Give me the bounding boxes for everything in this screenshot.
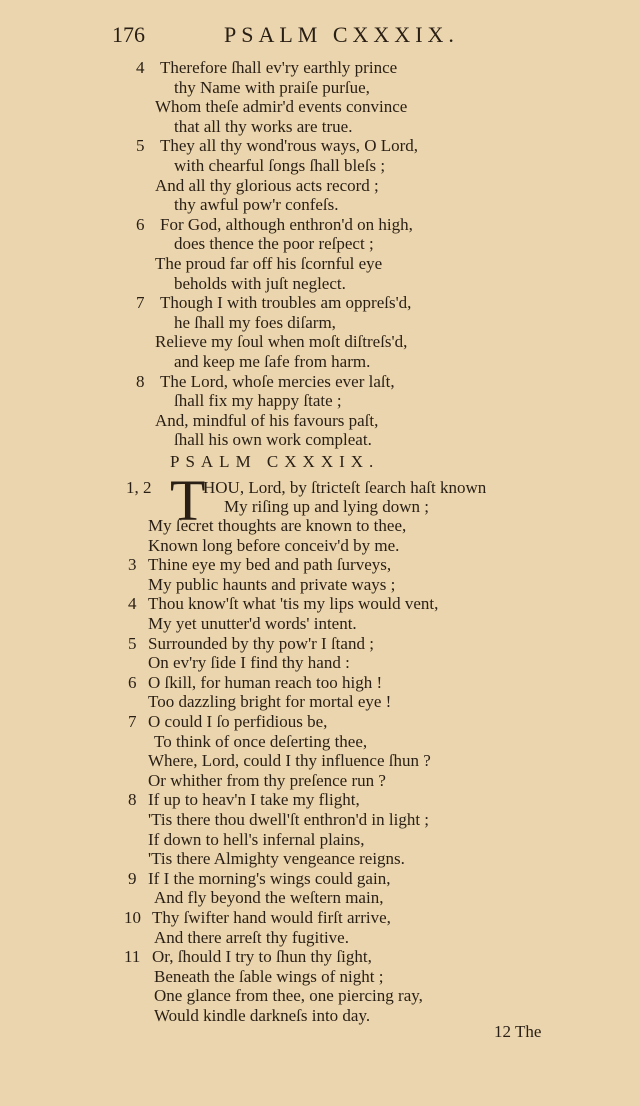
stanza-line: The proud far off his ſcornful eye — [155, 254, 383, 273]
verse-line: Known long before conceiv'd by me. — [148, 535, 400, 555]
verse-line: HOU, Lord, by ſtricteſt ſearch haſt known — [203, 478, 487, 497]
stanza-line: and keep me ſafe from harm. — [174, 352, 371, 371]
verse-line: Too dazzling bright for mortal eye ! — [148, 692, 392, 712]
verse-line: O ſkill, for human reach too high ! — [148, 672, 383, 692]
stanza-line: ſhall his own work compleat. — [174, 430, 372, 450]
stanza-line: thy Name with praiſe purſue, — [174, 77, 370, 97]
stanza-line: Therefore ſhall ev'ry earthly prince — [160, 58, 398, 77]
page-header — [112, 20, 482, 50]
verse-line: My public haunts and private ways ; — [148, 574, 396, 594]
psalm-heading: PSALM CXXXIX. — [170, 452, 380, 471]
verse-line: One glance from thee, one piercing ray, — [154, 986, 423, 1006]
verse-line: If I the morning's wings could gain, — [148, 868, 391, 888]
verse-number: 9 — [128, 868, 137, 888]
stanza-number: 8 — [136, 371, 145, 391]
verse-line: My ſecret thoughts are known to thee, — [148, 516, 407, 535]
stanza-line: And, mindful of his favours paſt, — [155, 410, 379, 430]
verse-line: Or, ſhould I try to ſhun thy ſight, — [152, 947, 372, 967]
verse-line: Or whither from thy preſence run ? — [148, 770, 386, 790]
verse-line: If up to heav'n I take my flight, — [148, 790, 360, 810]
stanza-line: with chearful ſongs ſhall bleſs ; — [174, 156, 386, 175]
stanza-line: he ſhall my foes diſarm, — [174, 312, 336, 332]
catchword: 12 The — [494, 1022, 542, 1041]
stanza-number: 7 — [136, 293, 145, 313]
verse-line: O could I ſo perfidious be, — [148, 712, 328, 731]
verse-number: 4 — [128, 594, 137, 614]
verse-line: Where, Lord, could I thy influence ſhun ? — [148, 751, 431, 771]
verse-line: And fly beyond the weſtern main, — [154, 888, 384, 908]
stanza-line: ſhall fix my happy ſtate ; — [174, 391, 342, 411]
verse-number: 10 — [124, 908, 141, 927]
verse-number: 5 — [128, 633, 137, 653]
verse-line: Thou know'ſt what 'tis my lips would vent, — [148, 594, 439, 614]
stanza-line: Relieve my ſoul when moſt diſtreſs'd, — [155, 332, 408, 352]
verse-line: On ev'ry ſide I find thy hand : — [148, 653, 350, 673]
verse-line: Would kindle darkneſs into day. — [154, 1006, 371, 1025]
verse-number: 11 — [124, 947, 141, 967]
stanza-line: They all thy wond'rous ways, O Lord, — [160, 136, 419, 156]
verse-line: My yet unutter'd words' intent. — [148, 614, 357, 633]
stanza-line: does thence the poor reſpect ; — [174, 234, 374, 254]
stanza-number: 5 — [136, 136, 145, 156]
verse-number: 7 — [128, 712, 137, 731]
verse-line: And there arreſt thy fugitive. — [154, 927, 349, 947]
stanza-line: The Lord, whoſe mercies ever laſt, — [160, 371, 395, 391]
stanza-line: Though I with troubles am oppreſs'd, — [160, 293, 412, 313]
verse-line: 'Tis there thou dwell'ſt enthron'd in light ; — [148, 810, 430, 829]
verse-line: 'Tis there Almighty vengeance reigns. — [148, 849, 405, 869]
stanza-number: 6 — [136, 214, 145, 234]
stanza-line: And all thy glorious acts record ; — [155, 175, 379, 195]
verse-line: To think of once deſerting thee, — [154, 731, 368, 751]
stanza-line: that all thy works are true. — [174, 116, 353, 136]
verse-line: My riſing up and lying down ; — [224, 497, 429, 516]
stanza-line: thy awful pow'r confeſs. — [174, 195, 339, 215]
stanza-line: beholds with juſt neglect. — [174, 273, 346, 293]
verse-number: 1, 2 — [126, 478, 152, 497]
verse-line: Beneath the ſable wings of night ; — [154, 966, 384, 986]
drop-cap: T — [170, 468, 206, 533]
verse-line: Thine eye my bed and path ſurveys, — [148, 555, 392, 575]
page-number: 176 — [112, 22, 145, 47]
verse-line: Surrounded by thy pow'r I ſtand ; — [148, 633, 374, 653]
verse-number: 6 — [128, 672, 137, 692]
verse-line: Thy ſwifter hand would firſt arrive, — [152, 908, 391, 927]
stanza-line: Whom theſe admir'd events convince — [155, 97, 408, 117]
stanza-number: 4 — [136, 58, 145, 77]
running-head: PSALM CXXXIX. — [224, 22, 459, 47]
verse-line: If down to hell's infernal plains, — [148, 829, 365, 849]
verse-number: 3 — [128, 555, 137, 575]
verse-number: 8 — [128, 790, 137, 810]
stanza-line: For God, although enthron'd on high, — [160, 214, 413, 234]
